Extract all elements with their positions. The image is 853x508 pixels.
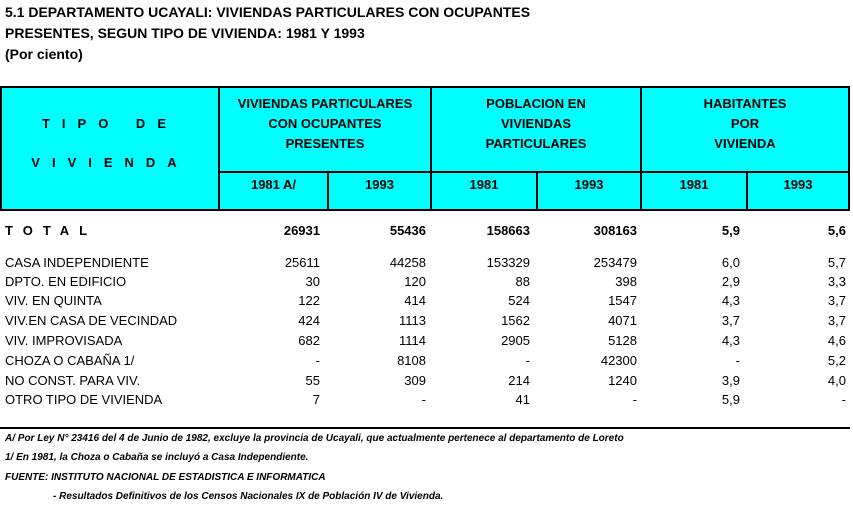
header-year-6: 1993 <box>783 177 813 192</box>
footnote-separator <box>0 427 850 429</box>
cell-viv-1981: 7 <box>312 392 320 407</box>
header-group-poblacion-line3: PARTICULARES <box>485 136 587 151</box>
cell-hab-1981: 2,9 <box>721 274 740 289</box>
cell-pob-1993: 1547 <box>608 293 637 308</box>
cell-pob-1981: 524 <box>508 293 530 308</box>
table-row <box>0 291 853 310</box>
row-label: CHOZA O CABAÑA 1/ <box>5 353 135 368</box>
cell-pob-1993: 398 <box>615 274 637 289</box>
header-border-right <box>848 86 850 211</box>
cell-viv-1981: 424 <box>298 313 320 328</box>
table-row <box>0 272 853 291</box>
table-row <box>0 311 853 330</box>
cell-viv-1981: 682 <box>298 333 320 348</box>
cell-hab-1993: - <box>841 392 846 407</box>
row-label: DPTO. EN EDIFICIO <box>5 274 127 289</box>
header-group-poblacion-line1: POBLACION EN <box>486 96 586 111</box>
header-group-habitantes-line3: VIVIENDA <box>714 136 776 151</box>
header-tipo-line1: TIPO DE <box>41 116 178 131</box>
cell-viv-1981: 30 <box>305 274 320 289</box>
footnote-a: A/ Por Ley N° 23416 del 4 de Junio de 1982, excluye la provincia de Ucayali, que actualmente pertenece al departamento de Loreto <box>5 433 624 444</box>
header-border-bottom <box>0 209 850 211</box>
cell-hab-1981: 3,9 <box>721 373 740 388</box>
header-year-3: 1981 <box>469 177 499 192</box>
cell-viv-1993: 8108 <box>397 353 426 368</box>
cell-pob-1981: 1562 <box>501 313 530 328</box>
cell-viv-1981: 25611 <box>284 255 320 270</box>
cell-pob-1981: 2905 <box>501 333 530 348</box>
header-group-viviendas-line3: PRESENTES <box>285 136 365 151</box>
header-group-viviendas <box>220 94 430 154</box>
cell-hab-1993: 5,7 <box>827 255 846 270</box>
row-label: VIV. IMPROVISADA <box>5 333 123 348</box>
cell-pob-1981: - <box>525 353 530 368</box>
table-title-line2: PRESENTES, SEGUN TIPO DE VIVIENDA: 1981 Y 1993 <box>5 25 365 41</box>
cell-pob-1981: 214 <box>508 373 530 388</box>
cell-hab-1981: 5,9 <box>721 392 740 407</box>
cell-viv-1993: 414 <box>404 293 426 308</box>
cell-viv-1981: 26931 <box>283 223 320 238</box>
row-label: OTRO TIPO DE VIVIENDA <box>5 392 163 407</box>
header-year-1: 1981 A/ <box>250 177 297 192</box>
header-year-2: 1993 <box>365 177 394 192</box>
row-label: VIV.EN CASA DE VECINDAD <box>5 313 178 328</box>
table-row <box>0 390 853 409</box>
cell-viv-1993: 1113 <box>399 313 426 328</box>
header-group-habitantes-line2: POR <box>730 116 760 131</box>
cell-pob-1981: 158663 <box>486 223 530 238</box>
header-tipo-line2: VIVIENDA <box>31 155 189 170</box>
cell-hab-1993: 3,7 <box>827 313 846 328</box>
cell-pob-1981: 41 <box>515 392 530 407</box>
cell-pob-1993: - <box>632 392 637 407</box>
table-row <box>0 331 853 350</box>
header-year-4: 1993 <box>574 177 604 192</box>
cell-hab-1981: - <box>735 353 740 368</box>
row-label: TOTAL <box>5 223 98 238</box>
table-row-total <box>0 221 853 240</box>
cell-viv-1993: 309 <box>404 373 426 388</box>
cell-hab-1981: 3,7 <box>721 313 740 328</box>
cell-pob-1993: 308163 <box>593 223 637 238</box>
cell-pob-1993: 4071 <box>608 313 637 328</box>
cell-hab-1981: 4,3 <box>721 293 740 308</box>
cell-pob-1993: 5128 <box>608 333 637 348</box>
cell-pob-1981: 88 <box>515 274 530 289</box>
source-detail: - Resultados Definitivos de los Censos Nacionales IX de Población IV de Vivienda. <box>53 491 444 502</box>
header-border-top <box>0 86 850 88</box>
table-title-line1: 5.1 DEPARTAMENTO UCAYALI: VIVIENDAS PARTICULARES CON OCUPANTES <box>5 4 531 20</box>
cell-pob-1981: 153329 <box>486 255 530 270</box>
cell-hab-1993: 3,7 <box>827 293 846 308</box>
source-note: FUENTE: INSTITUTO NACIONAL DE ESTADISTICA E INFORMATICA <box>5 472 326 483</box>
cell-hab-1993: 4,6 <box>827 333 846 348</box>
cell-hab-1993: 4,0 <box>827 373 846 388</box>
cell-hab-1981: 5,9 <box>721 223 740 238</box>
header-group-viviendas-line2: CON OCUPANTES <box>268 116 382 131</box>
cell-viv-1993: - <box>421 392 426 407</box>
header-group-viviendas-line1: VIVIENDAS PARTICULARES <box>237 96 413 111</box>
cell-hab-1981: 4,3 <box>721 333 740 348</box>
table-row <box>0 371 853 390</box>
cell-hab-1981: 6,0 <box>721 255 740 270</box>
cell-hab-1993: 5,2 <box>827 353 846 368</box>
header-border-left <box>0 86 2 211</box>
header-group-habitantes <box>642 94 848 154</box>
table-row <box>0 351 853 370</box>
cell-viv-1981: 55 <box>305 373 320 388</box>
header-group-poblacion <box>432 94 640 154</box>
cell-hab-1993: 3,3 <box>827 274 846 289</box>
table-title-line3: (Por ciento) <box>5 46 83 62</box>
cell-viv-1993: 120 <box>404 274 426 289</box>
header-year-5: 1981 <box>679 177 709 192</box>
cell-viv-1993: 1114 <box>399 333 426 348</box>
cell-pob-1993: 253479 <box>593 255 637 270</box>
cell-viv-1993: 44258 <box>389 255 426 270</box>
header-divider-years <box>220 171 848 173</box>
cell-viv-1993: 55436 <box>389 223 426 238</box>
header-group-poblacion-line2: VIVIENDAS <box>500 116 572 131</box>
row-label: NO CONST. PARA VIV. <box>5 373 141 388</box>
cell-viv-1981: - <box>315 353 320 368</box>
header-group-habitantes-line1: HABITANTES <box>703 96 787 111</box>
cell-viv-1981: 122 <box>298 293 320 308</box>
table-row <box>0 253 853 272</box>
cell-pob-1993: 42300 <box>600 353 637 368</box>
row-label: VIV. EN QUINTA <box>5 293 102 308</box>
cell-pob-1993: 1240 <box>608 373 637 388</box>
footnote-1: 1/ En 1981, la Choza o Cabaña se incluyó a Casa Independiente. <box>5 452 309 463</box>
cell-hab-1993: 5,6 <box>827 223 846 238</box>
row-label: CASA INDEPENDIENTE <box>5 255 149 270</box>
